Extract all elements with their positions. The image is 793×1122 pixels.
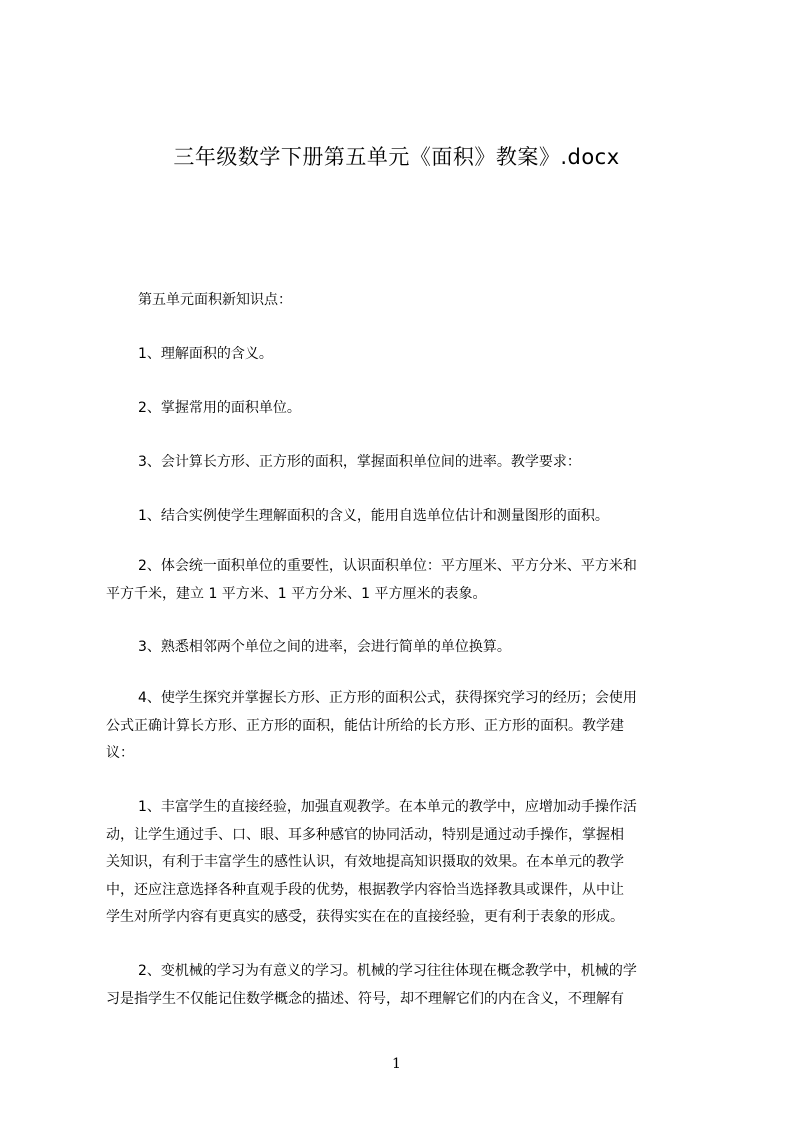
paragraph-line: 2、体会统一面积单位的重要性，认识面积单位：平方厘米、平方分米、平方米和	[138, 558, 637, 574]
paragraph-line: 4、使学生探究并掌握长方形、正方形的面积公式，获得探究学习的经历；会使用	[138, 690, 637, 706]
paragraph-line: 公式正确计算长方形、正方形的面积，能估计所给的长方形、正方形的面积。教学建	[106, 717, 624, 734]
paragraph-line: 习是指学生不仅能记住数学概念的描述、符号，却不理解它们的内在含义，不理解有	[106, 990, 624, 1007]
paragraph-requirement-4	[106, 685, 637, 768]
paragraph-requirement-1: 1、结合实例使学生理解面积的含义，能用自选单位估计和测量图形的面积。	[138, 508, 609, 524]
paragraph-requirement-3: 3、熟悉相邻两个单位之间的进率，会进行简单的单位换算。	[138, 639, 511, 655]
paragraph-knowledge-3: 3、会计算长方形、正方形的面积，掌握面积单位间的进率。教学要求：	[138, 454, 581, 470]
paragraph-suggestion-1	[106, 794, 637, 932]
paragraph-line: 关知识，有利于丰富学生的感性认识，有效地提高知识摄取的效果。在本单元的教学	[106, 854, 624, 870]
paragraph-line: 1、丰富学生的直接经验，加强直观教学。在本单元的教学中，应增加动手操作活	[138, 799, 637, 815]
paragraph-knowledge-2: 2、掌握常用的面积单位。	[138, 400, 301, 416]
paragraph-line: 平方千米，建立 1 平方米、1 平方分米、1 平方厘米的表象。	[106, 585, 487, 602]
paragraph-knowledge-1: 1、理解面积的含义。	[138, 346, 273, 362]
page-number: 1	[392, 1056, 401, 1072]
paragraph-knowledge-heading: 第五单元面积新知识点：	[138, 292, 292, 308]
paragraph-line: 动，让学生通过手、口、眼、耳多种感官的协同活动，特别是通过动手操作，掌握相	[106, 826, 624, 843]
paragraph-suggestion-2	[106, 958, 637, 1013]
paragraph-line: 2、变机械的学习为有意义的学习。机械的学习往往体现在概念教学中，机械的学	[138, 963, 637, 979]
document-title: 三年级数学下册第五单元《面积》教案》.docx	[173, 145, 620, 169]
paragraph-line: 学生对所学内容有更真实的感受，获得实实在在的直接经验，更有利于表象的形成。	[106, 909, 624, 925]
paragraph-requirement-2	[106, 553, 637, 608]
paragraph-line: 议：	[106, 745, 134, 761]
paragraph-line: 中，还应注意选择各种直观手段的优势，根据教学内容恰当选择教具或课件，从中让	[106, 881, 624, 898]
